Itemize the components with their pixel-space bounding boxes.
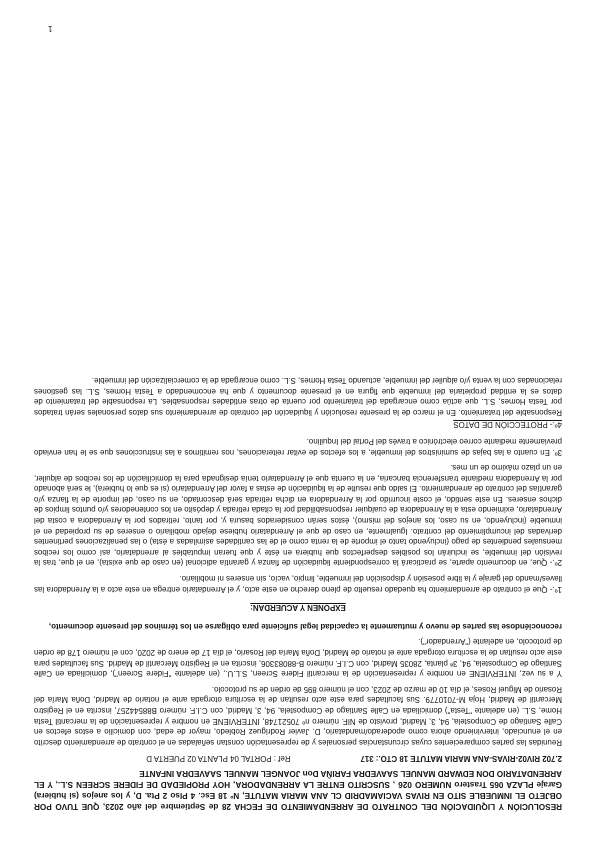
section-heading-exponen: EXPONEN Y ACUERDAN:: [250, 603, 346, 613]
clause-1: 1º.- Que el contrato de arrendamiento ha quedado resuelto de pleno derecho en este acto, y el Arrendatario entrega en este acto a la Arrendadora las llaves/mando del garaje y la libre posesión y disposición del inmueble, limpio, vacío, sin enseres ni mobiliario.: [34, 574, 562, 594]
reference-line: [34, 753, 562, 764]
intro-paragraph-1: Reunidas las partes comparecientes cuyas circunstancias personales y de representación constan señaladas en el contrato de arrendamiento descrito en el enunciado, interviniendo ahora como apoderado/mandatario, D. Javier Rodríguez Robledo, mayor de edad, con domicilio a estos efectos en Calle Santiago de Compostela, 94, 3, Madrid, provisto de NIF. número nº 70521748, INTERVIENE en nombre y representación de la mercantil Testa Home, S.L. (en adelante "Testa") domiciliada en Calle Santiago de Compostela, 94, 3, Madrid, con C.I.F. número B88544257, inscrita en el Registro Mercantil de Madrid, Hoja M-7010779. Sus facultades para este acto resultan de la escritura otorgada ante el notario de Madrid, Doña María del Rosario de Miguel Roses, el día 10 de marzo de 2023, con el número 895 de orden de su protocolo.: [34, 684, 562, 747]
document-title: RESOLUCIÓN Y LIQUIDACIÓN DEL CONTRATO DE ARRENDAMIENTO DE FECHA 28 de Septiembre del año 2023, QUE TUVO POR OBJETO EL INMUEBLE SITO EN RIVAS VACIAMADRID CL ANA MARIA MATUTE, Nº 18 Esc. 4 Plso 2 Pta. D, y los anejos (si hubiera) Garaje PLAZA 065 Trastero NUMERO 026 , SUSCRITO ENTRE LA ARRENDADORA, HOY PROPIEDAD DE FIDERE SCREEN S.L., Y EL ARRENDATARIO DON EDWARD MANUEL SAAVEDRA FARIÑA Don JOANGEL MANUEL SAAVEDRA INFANTE: [34, 768, 562, 811]
reference-address: RIV02-RIVAS-ANA MARIA MATUTE 18 CTO.: 317: [360, 754, 541, 764]
clause-3: 3º. En cuanto a las bajas de suministros del inmueble, a los efectos de evitar reiteraciones, nos remitimos a las instrucciones que se le han enviado previamente mediante correo electrónico a través del Portal del Inquilino.: [34, 436, 562, 457]
page-number: 1: [48, 23, 53, 33]
intro-paragraph-3: reconociéndose las partes de nuevo y mutuamente la capacidad legal suficiente para obligarse en los términos del presente documento,: [48, 621, 562, 631]
clause-2: 2º.- Que, en documento aparte, se practicará la correspondiente liquidación de fianza y garantía adicional (en caso de que exista), en el que, tras la revisión del inmueble, se incluirán los posibles desperfectos que hubiera en éste y que fueran imputables al arrendatario, así como los recibos mensuales pendientes de pago (incluyendo tanto el importe de la renta como el de las cantidades asimiladas a ésta) o las penalizaciones pertinentes derivadas del incumplimiento del contrato. Igualmente, en caso de que el Arrendatario hubiese dejado mobiliario o enseres de su propiedad en el inmueble (incluyendo, en su caso, los anejos del mismo), éstos serán considerados basura y, por tanto, retirados por la Arrendadora a costa del Arrendatario, eximiendo esta a la Arrendadora de cualquier responsabilidad por la citada retirada y depósito en los contenedores y/o puntos limpios de dichos enseres. En este sentido, el coste incurrido por la Arrendadora en dicha retirada será descontado, en su caso, del importe de la fianza y/o garantías del contrato de arrendamiento. El saldo que resulte de la liquidación de estas a favor del Arrendatario (si es que lo hubiera), le será abonado por la Arrendadora mediante transferencia bancaria, en la cuenta que el Arrendatario tenía designada para la domiciliación de los recibos de alquiler, en un plazo máximo de un mes.: [34, 463, 562, 568]
data-protection-paragraph: Responsable del tratamiento. En el marco de la presente resolución y liquidación del contrato de arrendamiento sus datos personales serán tratados por Testa Homes, S.L. que actúa como encargada del tratamiento por cuenta de otras entidades responsables. La responsable del tratamiento de datos es la entidad propietaria del inmueble que figura en el presente documento y que ha encomendado a Testa Homes, S.L. las gestiones relacionadas con la venta y/o alquiler del inmueble, actuando Testa Homes, S.L. como encargada de la comercialización del inmueble.: [34, 375, 562, 417]
reference-code: 2.702: [542, 754, 562, 764]
reference-detail: Ref : PORTAL 04 PLANTA 02 PUERTA D: [146, 754, 291, 764]
section-heading-data-protection: 4º.- PROTECCIÓN DE DATOS: [453, 420, 562, 430]
intro-paragraph-2: Y a su vez, INTERVIENE en nombre y representación de la mercantil Fidere Screen, S.L.U., (en adelante "Fidere Screen"), domiciliada en Calle Santiago de Compostela, 94, 3ª planta, 28035 Madrid, con C.I.F. número B-88083306, inscrita en el Registro Mercantil de Madrid. Sus facultades para este acto resultan de la escritura otorgada ante el notario de Madrid, Doña María del Rosario, el día 17 de enero de 2020, con el número 178 de orden de protocolo, en adelante ("Arrendador").: [34, 637, 562, 679]
